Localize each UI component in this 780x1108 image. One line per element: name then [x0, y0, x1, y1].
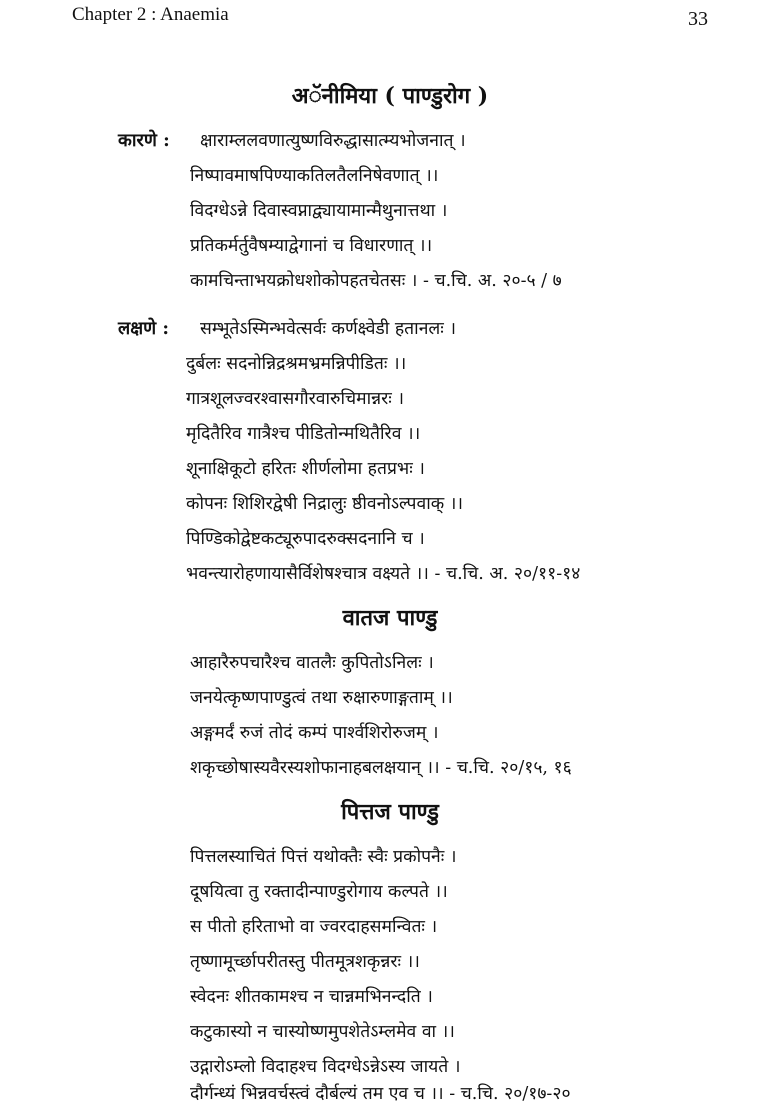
verse-line-with-reference: शकृच्छोषास्यवैरस्यशोफानाहबलक्षयान् ।। - च.चि. २०/१५, १६ — [190, 758, 572, 778]
section-title-pittaja-pandu: पित्तज पाण्डु — [341, 799, 439, 825]
verse-line-with-reference: दौर्गन्ध्यं भिन्नवर्चस्त्वं दौर्बल्यं तम एव च ।। - च.चि. २०/१७-२० — [190, 1084, 571, 1104]
verse-line: स्वेदनः शीतकामश्च न चान्नमभिनन्दति । — [190, 987, 433, 1007]
section-title-vataja-pandu: वातज पाण्डु — [342, 605, 438, 631]
verse-line-with-reference: कामचिन्ताभयक्रोधशोकोपहतचेतसः । - च.चि. अ. २०-५ / ७ — [190, 271, 562, 291]
verse-line: मृदितैरिव गात्रैश्च पीडितोन्मथितैरिव ।। — [186, 424, 421, 444]
verse-line: कटुकास्यो न चास्योष्णमुपशेतेऽम्लमेव वा ।। — [190, 1022, 455, 1042]
verse-line: विदग्धेऽन्ने दिवास्वप्नाद्व्यायामान्मैथुनात्तथा । — [190, 201, 448, 221]
page-number: 33 — [688, 8, 708, 30]
verse-line: तृष्णामूर्च्छापरीतस्तु पीतमूत्रशकृन्नरः ।। — [190, 952, 420, 972]
verse-line-with-reference: भवन्त्यारोहणायासैर्विशेषश्चात्र वक्ष्यते ।। - च.चि. अ. २०/११-१४ — [186, 564, 581, 584]
verse-line: पित्तलस्याचितं पित्तं यथोक्तैः स्वैः प्रकोपनैः । — [190, 847, 457, 867]
label-karane: कारणे : — [118, 130, 170, 151]
label-lakshane: लक्षणे : — [118, 318, 170, 339]
verse-line: क्षाराम्ललवणात्युष्णविरुद्धासात्म्यभोजनात् । — [200, 131, 466, 151]
verse-line: उद्गारोऽम्लो विदाहश्च विदग्धेऽन्नेऽस्य जायते । — [190, 1057, 461, 1077]
verse-line: कोपनः शिशिरद्वेषी निद्रालुः ष्ठीवनोऽल्पवाक् ।। — [186, 494, 464, 514]
verse-line: दुर्बलः सदनोन्निद्रश्रमभ्रमन्निपीडितः ।। — [186, 354, 407, 374]
verse-line: जनयेत्कृष्णपाण्डुत्वं तथा रुक्षारुणाङ्गताम् ।। — [190, 688, 453, 708]
verse-line: अङ्गमर्दं रुजं तोदं कम्पं पार्श्वशिरोरुजम् । — [190, 723, 439, 743]
verse-line: स पीतो हरिताभो वा ज्वरदाहसमन्वितः । — [190, 917, 438, 937]
verse-line: आहारैरुपचारैश्च वातलैः कुपितोऽनिलः । — [190, 653, 434, 673]
verse-line: शूनाक्षिकूटो हरितः शीर्णलोमा हतप्रभः । — [186, 459, 425, 479]
verse-line: पिण्डिकोद्वेष्टकट्यूरुपादरुक्सदनानि च । — [186, 529, 425, 549]
running-header-chapter: Chapter 2 : Anaemia — [72, 4, 229, 25]
verse-line: गात्रशूलज्वरश्वासगौरवारुचिमान्नरः । — [186, 389, 405, 409]
verse-line: निष्पावमाषपिण्याकतिलतैलनिषेवणात् ।। — [190, 166, 439, 186]
verse-line: सम्भूतेऽस्मिन्भवेत्सर्वः कर्णक्ष्वेडी हतानलः । — [200, 319, 456, 339]
verse-line: प्रतिकर्मर्तुवैषम्याद्वेगानां च विधारणात् ।। — [190, 236, 433, 256]
section-title-anaemia: अॅनीमिया ( पाण्डुरोग ) — [291, 83, 489, 109]
verse-line: दूषयित्वा तु रक्तादीन्पाण्डुरोगाय कल्पते ।। — [190, 882, 448, 902]
